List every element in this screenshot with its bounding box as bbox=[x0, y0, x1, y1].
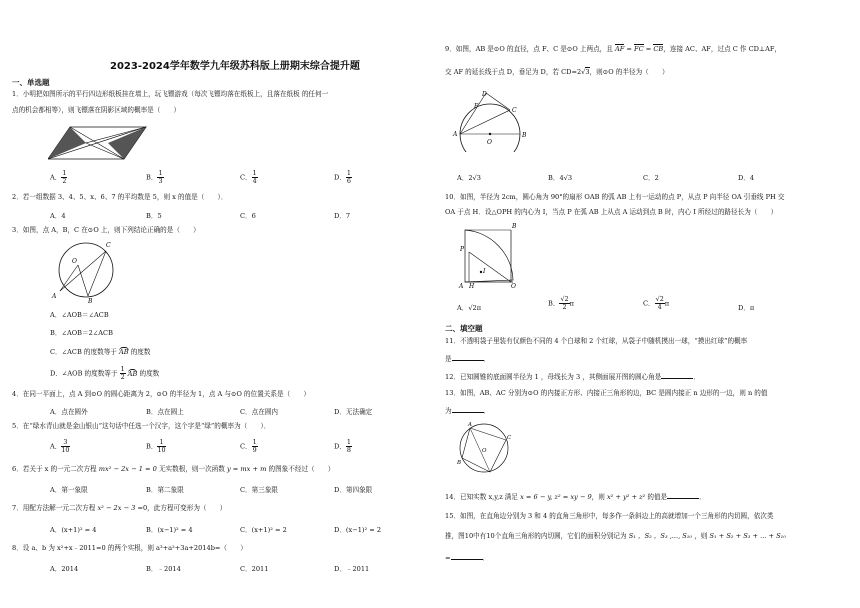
q4-text: 4．在同一平面上，点 A 到⊙O 的圆心距离为 2，⊙O 的半径为 1，点 A 与⊙O 的位置关系是（ ） bbox=[12, 390, 310, 398]
q12-answer-blank[interactable] bbox=[661, 371, 693, 379]
q4-option-c[interactable]: C．点在圆内 bbox=[240, 408, 279, 416]
exam-title: 2023-2024学年数学九年级苏科版上册期末综合提升题 bbox=[110, 61, 360, 72]
q13-label-b: B bbox=[457, 460, 462, 466]
q13-answer-blank[interactable] bbox=[452, 405, 484, 413]
q10-label-i: I bbox=[483, 268, 486, 275]
q9-label-b: B bbox=[522, 132, 527, 139]
q2-text: 2．若一组数据 3、4、5、x、6、7 的平均数是 5，则 x 的值是（ ）． bbox=[12, 193, 228, 201]
q1-option-a[interactable]: A． $\frac{1}{2}$ bbox=[50, 169, 67, 185]
q9-text-line1: 9．如图，AB 是⊙O 的直径，点 F、C 是⊙O 上两点，且 AF = FC = CB，连接 AC、AF，过点 C 作 CD⊥AF， bbox=[445, 45, 782, 53]
q2-option-d[interactable]: D．7 bbox=[334, 212, 351, 220]
q9-option-c[interactable]: C．2 bbox=[643, 174, 659, 182]
q8-text: 8．设 a、b 为 x²+x﹣2011=0 的两个实根，则 a³+a²+3a+2014b=（ ） bbox=[12, 544, 247, 552]
q10-label-p: P bbox=[460, 246, 465, 253]
q9-label-a: A bbox=[453, 131, 458, 138]
q15-answer-blank[interactable] bbox=[451, 552, 483, 560]
q4-option-d[interactable]: D．无法确定 bbox=[334, 408, 373, 416]
q5-text: 5．在“绿水青山就是金山银山”这句话中任选一个汉字，这个字是“绿”的概率为（ ）． bbox=[12, 422, 271, 430]
q10-label-h: H bbox=[469, 283, 475, 288]
q1-parallelogram-figure bbox=[48, 124, 148, 162]
q14-answer-blank[interactable] bbox=[667, 491, 699, 499]
q15-text-line3: = ． bbox=[445, 554, 490, 562]
q1-text-line1: 1．小明把如图所示的平行四边形纸板挂在墙上，玩飞镖游戏（每次飞镖均落在纸板上，且落在纸板 的任何一 bbox=[12, 90, 329, 98]
q6-option-c[interactable]: C．第三象限 bbox=[240, 486, 279, 494]
q9-option-b[interactable]: B．4√3 bbox=[548, 174, 573, 182]
q10-label-b: B bbox=[512, 223, 517, 230]
q8-option-d[interactable]: D．﹣2011 bbox=[334, 565, 370, 573]
q5-option-c[interactable]: C． $\frac{1}{9}$ bbox=[240, 438, 257, 454]
q13-label-a: A bbox=[468, 422, 472, 428]
q3-text: 3．如图，点 A，B，C 在⊙O 上，则下列结论正确的是（ ） bbox=[12, 226, 200, 234]
q7-text: 7．用配方法解一元二次方程 x² − 2x − 3 =0，此方程可变形为（ ） bbox=[12, 504, 227, 512]
q5-option-d[interactable]: D． $\frac{1}{8}$ bbox=[334, 438, 351, 454]
q13-text-line1: 13．如图，AB、AC 分别为⊙O 的内接正方形、内接正三角形的边，BC 是圆内接正 n 边形的一边，则 n 的值 bbox=[445, 389, 768, 397]
q4-option-a[interactable]: A．点在圆外 bbox=[50, 408, 88, 416]
q10-option-a[interactable]: A．√2π bbox=[457, 304, 482, 312]
section-fill-blank: 二、填空题 bbox=[445, 324, 483, 333]
q10-option-b[interactable]: B． $\frac{√2}{2}$ π bbox=[548, 295, 574, 311]
q11-text-line1: 11．不透明袋子里装有仅颜色不同的 4 个白球和 2 个红球，从袋子中随机摸出一球，“摸出红球”的概率 bbox=[445, 337, 748, 345]
q13-text-line2: 为 ． bbox=[445, 407, 491, 415]
q14-text: 14．已知实数 x,y,z 满足 x = 6 − y, z² = xy − 9，则 x² + y² + z² 的值是 ． bbox=[445, 493, 706, 501]
q9-option-a[interactable]: A．2√3 bbox=[457, 174, 481, 182]
q7-option-a[interactable]: A．(x+1)² = 4 bbox=[50, 526, 97, 534]
q1-option-b[interactable]: B． $\frac{1}{3}$ bbox=[146, 169, 163, 185]
q9-label-f: F bbox=[474, 103, 479, 110]
q11-text-line2: 是 ． bbox=[445, 355, 491, 363]
q10-sector-figure bbox=[455, 222, 519, 288]
q2-option-b[interactable]: B．5 bbox=[146, 212, 162, 220]
q6-option-d[interactable]: D．第四象限 bbox=[334, 486, 373, 494]
q1-option-c[interactable]: C． $\frac{1}{4}$ bbox=[240, 169, 257, 185]
q9-circle-figure bbox=[452, 88, 532, 152]
q5-option-a[interactable]: A． $\frac{3}{10}$ bbox=[50, 438, 70, 454]
q15-text-line1: 15．如图，在直角边分别为 3 和 4 的直角三角形中，每多作一条斜边上的高就增加一个三角形的内切圆，依次类 bbox=[445, 512, 774, 520]
q10-option-c[interactable]: C． $\frac{√2}{4}$ π bbox=[643, 295, 670, 311]
q9-label-c: C bbox=[512, 107, 517, 114]
q3-label-a: A bbox=[52, 293, 57, 300]
q3-option-c[interactable]: C．∠ACB 的度数等于 AB 的度数 bbox=[50, 348, 151, 356]
q11-answer-blank[interactable] bbox=[452, 353, 484, 361]
q13-label-c: C bbox=[507, 435, 512, 441]
q6-text: 6．若关于 x 的一元二次方程 mx² − 2x − 1 = 0 无实数根，则一次函数 y = mx + m 的图象不经过（ ） bbox=[12, 465, 335, 473]
q3-option-a[interactable]: A．∠AOB＝∠ACB bbox=[50, 311, 109, 319]
q2-option-a[interactable]: A．4 bbox=[50, 212, 66, 220]
q7-option-d[interactable]: D．(x−1)² = 2 bbox=[334, 526, 382, 534]
q8-option-a[interactable]: A．2014 bbox=[50, 565, 79, 573]
q9-label-d: D bbox=[482, 91, 487, 98]
q1-text-line2: 点的机会都相等），则飞镖落在阴影区域的概率是（ ） bbox=[12, 106, 181, 114]
q6-option-a[interactable]: A．第一象限 bbox=[50, 486, 88, 494]
q3-option-d[interactable]: D．∠AOB 的度数等于 $\frac{1}{2}$ AB 的度数 bbox=[50, 365, 160, 381]
q12-text: 12．已知圆锥的底面圆半径为 1 ，母线长为 3 ，其侧面展开图的圆心角是 ． bbox=[445, 373, 700, 381]
q9-option-d[interactable]: D．4 bbox=[738, 174, 755, 182]
q3-label-o: O bbox=[72, 258, 77, 265]
q3-label-b: B bbox=[88, 298, 93, 304]
q3-circle-figure bbox=[48, 238, 120, 304]
q10-label-a: A bbox=[459, 283, 464, 288]
q6-option-b[interactable]: B．第二象限 bbox=[146, 486, 184, 494]
q13-label-o: O bbox=[482, 448, 487, 454]
q5-option-b[interactable]: B． $\frac{1}{10}$ bbox=[146, 438, 166, 454]
q15-text-line2: 推，图10中有10个直角三角形的内切圆，它们的面积分别记为 S₁ ，S₂ ，S₃ ,..., S₁₀ ，则 S₁ + S₂ + S₃ + ... + S₁₀ bbox=[445, 532, 786, 540]
q8-option-c[interactable]: C．2011 bbox=[240, 565, 269, 573]
q10-option-d[interactable]: D．π bbox=[738, 304, 755, 312]
q1-option-d[interactable]: D． $\frac{1}{6}$ bbox=[334, 169, 351, 185]
q9-text-line2: 交 AF 的延长线于点 D，垂足为 D，若 CD=2√3，则⊙O 的半径为（ ） bbox=[445, 68, 669, 76]
q9-label-o: O bbox=[487, 139, 492, 146]
q4-option-b[interactable]: B．点在圆上 bbox=[146, 408, 184, 416]
q10-label-o: O bbox=[511, 283, 516, 288]
q3-option-b[interactable]: B．∠AOB＝2∠ACB bbox=[50, 329, 113, 337]
q3-label-c: C bbox=[106, 242, 111, 249]
q8-option-b[interactable]: B．﹣2014 bbox=[146, 565, 181, 573]
q2-option-c[interactable]: C．6 bbox=[240, 212, 256, 220]
q7-option-c[interactable]: C．(x+1)² = 2 bbox=[240, 526, 287, 534]
q7-option-b[interactable]: B．(x−1)² = 4 bbox=[146, 526, 193, 534]
q10-text-line1: 10．如图，半径为 2cm，圆心角为 90°的扇形 OAB 的弧 AB 上有一运动的点 P，从点 P 向半径 OA 引垂线 PH 交 bbox=[445, 193, 785, 201]
q13-circle-figure bbox=[456, 420, 512, 476]
q10-text-line2: OA 于点 H．设△OPH 的内心为 I，当点 P 在弧 AB 上从点 A 运动到点 B 时，内心 I 所经过的路径长为（ ） bbox=[445, 208, 778, 216]
section-single-choice: 一、单选题 bbox=[12, 78, 50, 87]
